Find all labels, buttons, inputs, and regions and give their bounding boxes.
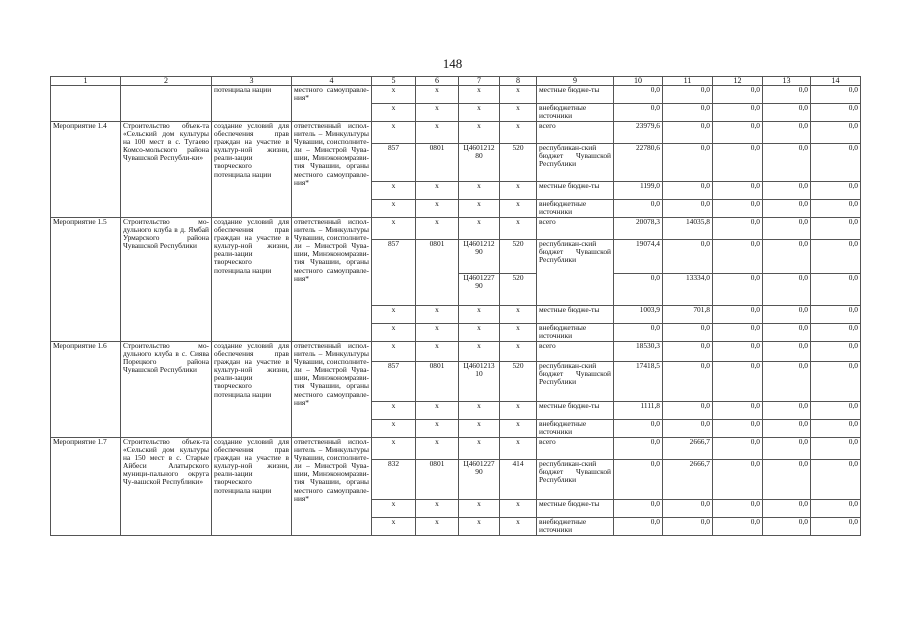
source-cell: местные бюдже-ты xyxy=(537,306,614,324)
value-cell: 0,0 xyxy=(713,274,763,306)
value-cell: 0,0 xyxy=(811,342,861,362)
expense-type-cell: 520 xyxy=(500,144,537,182)
column-number: 13 xyxy=(763,77,811,86)
grbs-cell: х xyxy=(372,518,416,536)
expense-type-cell: 414 xyxy=(500,460,537,500)
table-row xyxy=(51,122,861,144)
value-cell: 1199,0 xyxy=(614,182,663,200)
column-number: 3 xyxy=(212,77,292,86)
value-cell: 1111,8 xyxy=(614,402,663,420)
value-cell: 0,0 xyxy=(811,122,861,144)
page-number: 148 xyxy=(442,56,463,71)
grbs-cell: 832 xyxy=(372,460,416,500)
value-cell: 0,0 xyxy=(713,218,763,240)
executor-cell: ответственный испол-нитель – Минкультуры Чувашии, соисполните-ли – Минстрой Чува-шии, Минэкономразви-тия Чувашии, органы местного самоуправле-ния* xyxy=(292,342,372,438)
value-cell: 0,0 xyxy=(811,362,861,402)
target-article-cell: х xyxy=(459,342,500,362)
measure-name-cell: Строительство объек-та «Сельский дом культуры на 100 мест в с. Тугаево Комсо-мольского района Чувашской Республи-ки» xyxy=(121,122,212,218)
executor-cell: местного самоуправле-ния* xyxy=(292,86,372,122)
value-cell: 0,0 xyxy=(763,438,811,460)
section-cell: х xyxy=(416,122,459,144)
value-cell: 0,0 xyxy=(614,104,663,122)
table-row xyxy=(51,218,861,240)
grbs-cell: х xyxy=(372,218,416,240)
section-cell: х xyxy=(416,306,459,324)
grbs-cell: х xyxy=(372,104,416,122)
section-cell: 0801 xyxy=(416,460,459,500)
value-cell: 0,0 xyxy=(763,460,811,500)
target-article-cell: х xyxy=(459,324,500,342)
grbs-cell: х xyxy=(372,200,416,218)
value-cell: 0,0 xyxy=(811,104,861,122)
grbs-cell: х xyxy=(372,420,416,438)
value-cell: 701,8 xyxy=(663,306,713,324)
value-cell: 17418,5 xyxy=(614,362,663,402)
target-article-cell: Ц4601227 90 xyxy=(459,460,500,500)
target-article-cell: х xyxy=(459,402,500,420)
value-cell: 0,0 xyxy=(811,274,861,306)
section-cell: х xyxy=(416,518,459,536)
value-cell: 0,0 xyxy=(811,200,861,218)
measure-id-cell xyxy=(51,86,121,122)
value-cell: 23979,6 xyxy=(614,122,663,144)
goal-cell: создание условий для обеспечения прав граждан на участие в культур-ной жизни, реали-зации творческого потенциала нации xyxy=(212,218,292,342)
expense-type-cell: х xyxy=(500,306,537,324)
grbs-cell: х xyxy=(372,342,416,362)
source-cell: местные бюдже-ты xyxy=(537,402,614,420)
value-cell: 0,0 xyxy=(763,122,811,144)
goal-cell: создание условий для обеспечения прав граждан на участие в культур-ной жизни, реали-зации творческого потенциала нации xyxy=(212,438,292,536)
value-cell: 0,0 xyxy=(811,306,861,324)
measure-name-cell xyxy=(121,86,212,122)
column-number: 7 xyxy=(459,77,500,86)
value-cell: 0,0 xyxy=(614,200,663,218)
target-article-cell: х xyxy=(459,518,500,536)
measure-id-cell: Мероприятие 1.4 xyxy=(51,122,121,218)
target-article-cell: Ц4601212 90 xyxy=(459,240,500,274)
value-cell: 0,0 xyxy=(663,200,713,218)
expense-type-cell: 520 xyxy=(500,240,537,274)
executor-cell: ответственный испол-нитель – Минкультуры Чувашии, соисполните-ли – Минстрой Чува-шии, Минэкономразви-тия Чувашии, органы местного самоуправле-ния* xyxy=(292,438,372,536)
value-cell: 0,0 xyxy=(663,342,713,362)
value-cell: 19074,4 xyxy=(614,240,663,274)
value-cell: 0,0 xyxy=(614,274,663,306)
value-cell: 0,0 xyxy=(811,420,861,438)
value-cell: 0,0 xyxy=(663,86,713,104)
value-cell: 0,0 xyxy=(663,402,713,420)
executor-cell: ответственный испол-нитель – Минкультуры Чувашии, соисполните-ли – Минстрой Чува-шии, Минэкономразви-тия Чувашии, органы местного самоуправле-ния* xyxy=(292,218,372,342)
goal-cell: потенциала нации xyxy=(212,86,292,122)
value-cell: 0,0 xyxy=(614,500,663,518)
source-cell: местные бюдже-ты xyxy=(537,86,614,104)
value-cell: 0,0 xyxy=(663,182,713,200)
table-row xyxy=(51,86,861,104)
value-cell: 2666,7 xyxy=(663,460,713,500)
value-cell: 0,0 xyxy=(663,500,713,518)
source-cell: внебюджетные источники xyxy=(537,324,614,342)
section-cell: х xyxy=(416,438,459,460)
value-cell: 0,0 xyxy=(713,182,763,200)
target-article-cell: Ц4601213 10 xyxy=(459,362,500,402)
value-cell: 0,0 xyxy=(763,342,811,362)
value-cell: 0,0 xyxy=(713,402,763,420)
value-cell: 0,0 xyxy=(763,324,811,342)
source-cell: внебюджетные источники xyxy=(537,200,614,218)
grbs-cell: х xyxy=(372,500,416,518)
section-cell: х xyxy=(416,86,459,104)
section-cell: х xyxy=(416,402,459,420)
value-cell: 0,0 xyxy=(713,240,763,274)
value-cell: 0,0 xyxy=(614,460,663,500)
table-row xyxy=(51,438,861,460)
value-cell: 14035,8 xyxy=(663,218,713,240)
grbs-cell: 857 xyxy=(372,144,416,182)
measure-id-cell: Мероприятие 1.6 xyxy=(51,342,121,438)
value-cell: 0,0 xyxy=(614,518,663,536)
expense-type-cell: х xyxy=(500,218,537,240)
column-number: 9 xyxy=(537,77,614,86)
section-cell: 0801 xyxy=(416,240,459,306)
source-cell: местные бюдже-ты xyxy=(537,500,614,518)
value-cell: 0,0 xyxy=(811,460,861,500)
value-cell: 0,0 xyxy=(713,306,763,324)
column-number: 6 xyxy=(416,77,459,86)
column-number: 11 xyxy=(663,77,713,86)
column-number: 8 xyxy=(500,77,537,86)
column-number: 1 xyxy=(51,77,121,86)
goal-cell: создание условий для обеспечения прав граждан на участие в культур-ной жизни, реали-зации творческого потенциала нации xyxy=(212,122,292,218)
budget-table xyxy=(50,76,861,536)
source-cell: республикан-ский бюджет Чувашской Республики xyxy=(537,460,614,500)
measure-name-cell: Строительство мо-дульного клуба в д. Ямбай Урмарского района Чувашской Республики xyxy=(121,218,212,342)
value-cell: 0,0 xyxy=(763,306,811,324)
value-cell: 0,0 xyxy=(663,104,713,122)
value-cell: 0,0 xyxy=(713,144,763,182)
value-cell: 0,0 xyxy=(763,518,811,536)
grbs-cell: х xyxy=(372,402,416,420)
value-cell: 0,0 xyxy=(713,420,763,438)
source-cell: внебюджетные источники xyxy=(537,104,614,122)
section-cell: х xyxy=(416,218,459,240)
source-cell: республикан-ский бюджет Чувашской Республики xyxy=(537,144,614,182)
source-cell: внебюджетные источники xyxy=(537,420,614,438)
value-cell: 0,0 xyxy=(763,402,811,420)
value-cell: 0,0 xyxy=(713,362,763,402)
target-article-cell: Ц4601212 80 xyxy=(459,144,500,182)
section-cell: х xyxy=(416,200,459,218)
grbs-cell: х xyxy=(372,182,416,200)
value-cell: 0,0 xyxy=(663,362,713,402)
section-cell: х xyxy=(416,182,459,200)
value-cell: 0,0 xyxy=(763,500,811,518)
value-cell: 0,0 xyxy=(713,460,763,500)
value-cell: 0,0 xyxy=(713,86,763,104)
grbs-cell: х xyxy=(372,438,416,460)
grbs-cell: х xyxy=(372,122,416,144)
value-cell: 0,0 xyxy=(663,144,713,182)
value-cell: 0,0 xyxy=(763,362,811,402)
target-article-cell: х xyxy=(459,438,500,460)
measure-id-cell: Мероприятие 1.7 xyxy=(51,438,121,536)
expense-type-cell: х xyxy=(500,104,537,122)
value-cell: 0,0 xyxy=(811,218,861,240)
target-article-cell: х xyxy=(459,218,500,240)
value-cell: 0,0 xyxy=(763,104,811,122)
grbs-cell: 857 xyxy=(372,240,416,306)
target-article-cell: х xyxy=(459,104,500,122)
measure-name-cell: Строительство объек-та «Сельский дом культуры на 150 мест в с. Старые Айбеси Алатырского муници-пального округа Чу-вашской Республики» xyxy=(121,438,212,536)
value-cell: 22780,6 xyxy=(614,144,663,182)
expense-type-cell: 520 xyxy=(500,274,537,306)
target-article-cell: х xyxy=(459,122,500,144)
grbs-cell: 857 xyxy=(372,362,416,402)
column-number: 12 xyxy=(713,77,763,86)
column-number-row xyxy=(51,77,861,86)
expense-type-cell: х xyxy=(500,438,537,460)
expense-type-cell: х xyxy=(500,200,537,218)
target-article-cell: Ц4601227 90 xyxy=(459,274,500,306)
table-row xyxy=(51,342,861,362)
value-cell: 13334,0 xyxy=(663,274,713,306)
source-cell: всего xyxy=(537,342,614,362)
value-cell: 0,0 xyxy=(811,324,861,342)
value-cell: 0,0 xyxy=(811,86,861,104)
value-cell: 0,0 xyxy=(614,324,663,342)
value-cell: 0,0 xyxy=(811,402,861,420)
expense-type-cell: х xyxy=(500,518,537,536)
expense-type-cell: 520 xyxy=(500,362,537,402)
source-cell: местные бюдже-ты xyxy=(537,182,614,200)
value-cell: 0,0 xyxy=(763,200,811,218)
column-number: 2 xyxy=(121,77,212,86)
value-cell: 0,0 xyxy=(663,240,713,274)
section-cell: х xyxy=(416,104,459,122)
value-cell: 0,0 xyxy=(713,104,763,122)
value-cell: 20078,3 xyxy=(614,218,663,240)
value-cell: 0,0 xyxy=(763,86,811,104)
value-cell: 0,0 xyxy=(713,500,763,518)
expense-type-cell: х xyxy=(500,420,537,438)
expense-type-cell: х xyxy=(500,86,537,104)
section-cell: 0801 xyxy=(416,144,459,182)
value-cell: 0,0 xyxy=(763,274,811,306)
column-number: 5 xyxy=(372,77,416,86)
expense-type-cell: х xyxy=(500,324,537,342)
source-cell: всего xyxy=(537,218,614,240)
target-article-cell: х xyxy=(459,420,500,438)
value-cell: 0,0 xyxy=(614,86,663,104)
value-cell: 0,0 xyxy=(713,342,763,362)
expense-type-cell: х xyxy=(500,342,537,362)
goal-cell: создание условий для обеспечения прав граждан на участие в культур-ной жизни, реали-зации творческого потенциала нации xyxy=(212,342,292,438)
source-cell: внебюджетные источники xyxy=(537,518,614,536)
value-cell: 0,0 xyxy=(713,324,763,342)
grbs-cell: х xyxy=(372,86,416,104)
value-cell: 0,0 xyxy=(811,144,861,182)
value-cell: 0,0 xyxy=(663,122,713,144)
value-cell: 0,0 xyxy=(763,240,811,274)
value-cell: 0,0 xyxy=(614,438,663,460)
value-cell: 0,0 xyxy=(763,144,811,182)
value-cell: 0,0 xyxy=(763,420,811,438)
section-cell: х xyxy=(416,500,459,518)
value-cell: 0,0 xyxy=(663,420,713,438)
value-cell: 0,0 xyxy=(713,518,763,536)
value-cell: 0,0 xyxy=(614,420,663,438)
column-number: 14 xyxy=(811,77,861,86)
value-cell: 1003,9 xyxy=(614,306,663,324)
value-cell: 0,0 xyxy=(811,500,861,518)
value-cell: 0,0 xyxy=(811,182,861,200)
expense-type-cell: х xyxy=(500,122,537,144)
column-number: 4 xyxy=(292,77,372,86)
value-cell: 0,0 xyxy=(763,218,811,240)
source-cell: республикан-ский бюджет Чувашской Республики xyxy=(537,362,614,402)
expense-type-cell: х xyxy=(500,402,537,420)
value-cell: 0,0 xyxy=(811,240,861,274)
target-article-cell: х xyxy=(459,86,500,104)
value-cell: 0,0 xyxy=(763,182,811,200)
value-cell: 2666,7 xyxy=(663,438,713,460)
value-cell: 0,0 xyxy=(713,122,763,144)
section-cell: 0801 xyxy=(416,362,459,402)
expense-type-cell: х xyxy=(500,500,537,518)
target-article-cell: х xyxy=(459,182,500,200)
source-cell: всего xyxy=(537,438,614,460)
executor-cell: ответственный испол-нитель – Минкультуры Чувашии, соисполните-ли – Минстрой Чува-шии, Минэкономразви-тия Чувашии, органы местного самоуправле-ния* xyxy=(292,122,372,218)
value-cell: 0,0 xyxy=(713,200,763,218)
measure-id-cell: Мероприятие 1.5 xyxy=(51,218,121,342)
measure-name-cell: Строительство мо-дульного клуба в с. Сиява Порецкого района Чувашской Республики xyxy=(121,342,212,438)
value-cell: 0,0 xyxy=(663,518,713,536)
value-cell: 0,0 xyxy=(663,324,713,342)
expense-type-cell: х xyxy=(500,182,537,200)
target-article-cell: х xyxy=(459,306,500,324)
target-article-cell: х xyxy=(459,500,500,518)
section-cell: х xyxy=(416,342,459,362)
value-cell: 0,0 xyxy=(713,438,763,460)
section-cell: х xyxy=(416,420,459,438)
grbs-cell: х xyxy=(372,324,416,342)
section-cell: х xyxy=(416,324,459,342)
value-cell: 18530,3 xyxy=(614,342,663,362)
value-cell: 0,0 xyxy=(811,518,861,536)
target-article-cell: х xyxy=(459,200,500,218)
column-number: 10 xyxy=(614,77,663,86)
source-cell: всего xyxy=(537,122,614,144)
value-cell: 0,0 xyxy=(811,438,861,460)
grbs-cell: х xyxy=(372,306,416,324)
source-cell: республикан-ский бюджет Чувашской Республики xyxy=(537,240,614,306)
